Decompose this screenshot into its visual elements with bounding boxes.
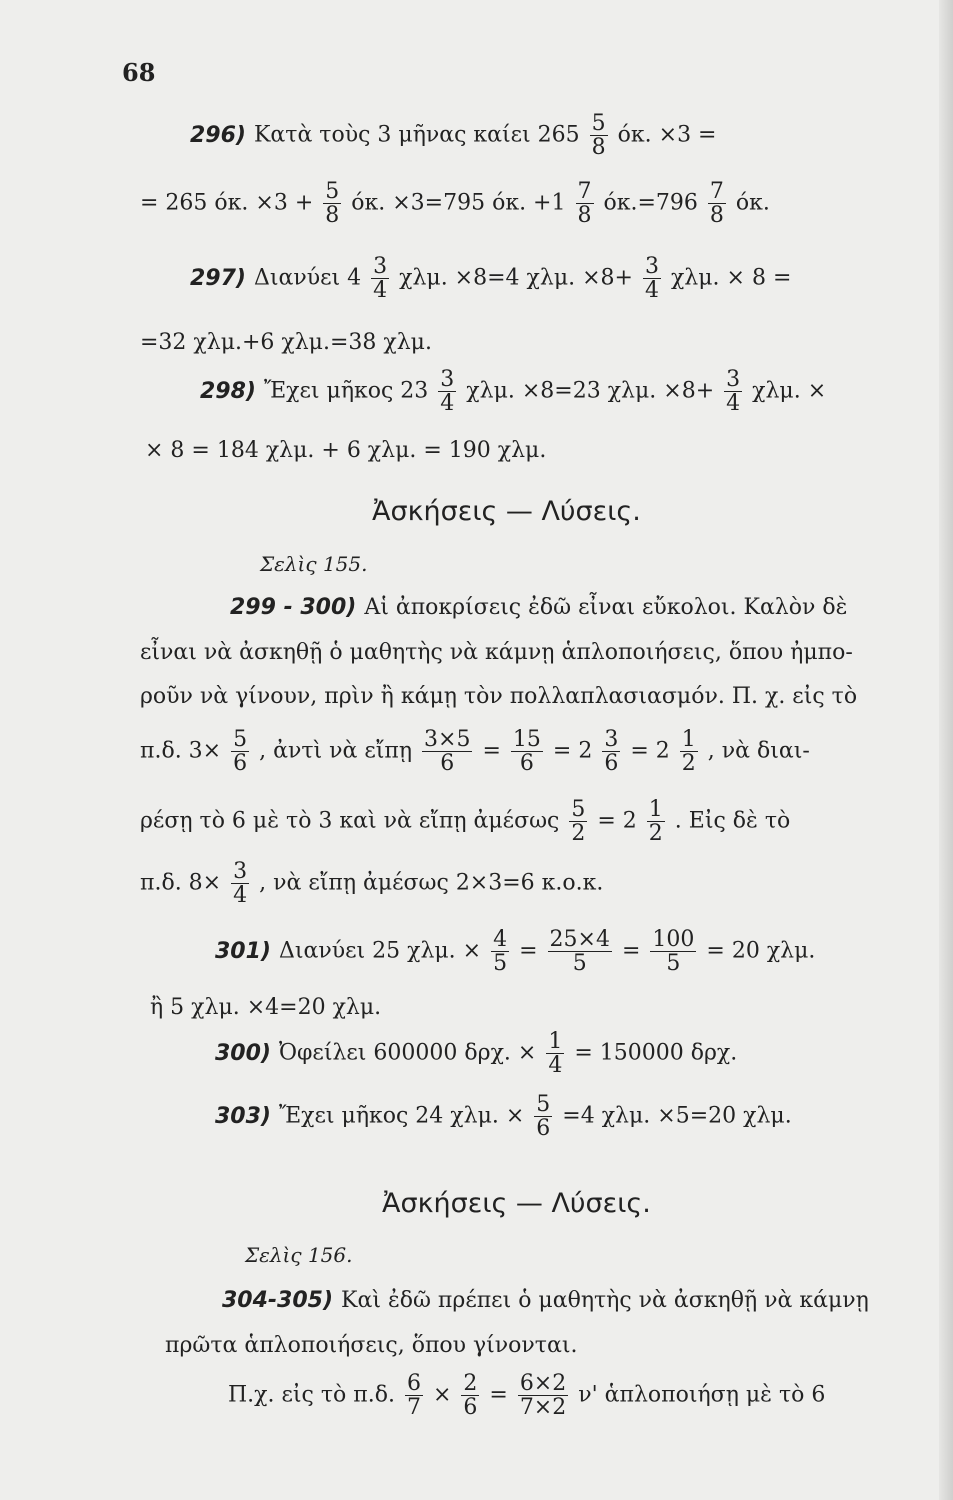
text: Ὀφείλει 600000 δρχ. × <box>278 1040 537 1066</box>
problem-number: 303) <box>215 1103 271 1129</box>
denominator: 2 <box>648 821 663 847</box>
text: Αἱ ἀποκρίσεις ἐδῶ εἶναι εὔκολοι. Καλὸν δὲ <box>364 595 848 620</box>
problem-299-line-1 <box>230 595 847 620</box>
problem-301-line-1 <box>215 928 815 975</box>
page-reference: Σελὶς 155. <box>260 552 368 576</box>
text: Ἔχει μῆκος 23 <box>263 378 429 404</box>
fraction <box>602 728 620 775</box>
problem-number: 300) <box>215 1040 271 1066</box>
page-edge-shadow <box>939 0 953 1500</box>
text: Καὶ ἐδῶ πρέπει ὁ μαθητὴς νὰ ἀσκηθῇ νὰ κάμνῃ <box>341 1288 869 1313</box>
text: . Εἰς δὲ τὸ <box>674 808 791 834</box>
problem-number: 301) <box>215 938 271 964</box>
text: = 265 όκ. ×3 + <box>140 190 314 216</box>
problem-298-line-2: × 8 = 184 χλμ. + 6 χλμ. = 190 χλμ. <box>145 438 547 463</box>
denominator: 2 <box>681 751 696 777</box>
problem-number: 297) <box>190 265 246 291</box>
numerator: 3×5 <box>424 727 471 752</box>
numerator: 7 <box>709 179 724 204</box>
text: = 2 <box>597 808 637 834</box>
problem-304-line-1 <box>222 1288 869 1313</box>
fraction <box>371 255 389 302</box>
numerator: 3 <box>644 254 659 279</box>
text: Διανύει 4 <box>253 265 362 291</box>
problem-number: 299 - 300) <box>230 595 357 620</box>
problem-296-line-2 <box>140 180 770 227</box>
numerator: 6×2 <box>519 1371 567 1396</box>
numerator: 5 <box>571 797 586 822</box>
problem-number: 304-305) <box>222 1288 334 1313</box>
denominator: 6 <box>233 751 248 777</box>
text: = 150000 δρχ. <box>574 1040 738 1066</box>
text: × <box>432 1382 452 1408</box>
fraction <box>438 368 456 415</box>
denominator: 8 <box>577 203 592 229</box>
fraction <box>650 928 696 975</box>
numerator: 1 <box>548 1029 563 1054</box>
text: όκ. <box>735 190 770 216</box>
denominator: 2 <box>571 821 586 847</box>
text: όκ. ×3 = <box>617 122 717 148</box>
text: = 2 <box>552 738 593 764</box>
text: χλμ. ×8=23 χλμ. ×8+ <box>466 378 715 404</box>
fraction <box>548 928 612 975</box>
numerator: 25×4 <box>549 927 610 952</box>
fraction <box>231 860 249 907</box>
numerator: 3 <box>726 367 741 392</box>
denominator: 4 <box>233 883 248 909</box>
problem-298-line-1 <box>200 368 826 415</box>
page-reference: Σελὶς 156. <box>245 1243 353 1267</box>
denominator: 4 <box>726 391 741 417</box>
numerator: 5 <box>233 727 248 752</box>
denominator: 4 <box>440 391 455 417</box>
fraction <box>422 728 472 775</box>
section-heading: Ἀσκήσεις — Λύσεις. <box>372 496 641 527</box>
numerator: 100 <box>652 927 695 952</box>
text: Κατὰ τοὺς 3 μῆνας καίει 265 <box>253 122 580 148</box>
fraction <box>647 798 665 845</box>
numerator: 7 <box>577 179 592 204</box>
text: χλμ. × 8 = <box>670 265 792 291</box>
fraction <box>231 728 249 775</box>
problem-299-line-2: εἶναι νὰ ἀσκηθῇ ὁ μαθητὴς νὰ κάμνῃ ἁπλοποιήσεις, ὅπου ἠμπο- <box>140 640 853 665</box>
denominator: 6 <box>511 751 543 775</box>
denominator: 5 <box>548 951 612 975</box>
fraction <box>461 1372 479 1419</box>
numerator: 3 <box>233 859 248 884</box>
numerator: 5 <box>325 179 340 204</box>
numerator: 3 <box>373 254 388 279</box>
text: = <box>482 738 501 764</box>
text: ρέσῃ τὸ 6 μὲ τὸ 3 καὶ νὰ εἴπῃ ἀμέσως <box>140 808 560 834</box>
text: = <box>621 938 641 964</box>
denominator: 5 <box>493 951 508 977</box>
numerator: 15 <box>512 727 541 752</box>
text: , ἀντὶ νὰ εἴπῃ <box>259 738 413 764</box>
problem-297-line-1 <box>190 255 791 302</box>
text: , νὰ διαι- <box>707 738 810 764</box>
numerator: 1 <box>648 797 663 822</box>
denominator: 7×2 <box>519 1395 567 1421</box>
text: χλμ. ×8=4 χλμ. ×8+ <box>399 265 633 291</box>
fraction <box>323 180 341 227</box>
fraction <box>511 728 543 775</box>
section-heading: Ἀσκήσεις — Λύσεις. <box>382 1188 651 1219</box>
numerator: 2 <box>463 1371 478 1396</box>
numerator: 1 <box>681 727 696 752</box>
denominator: 7 <box>406 1395 421 1421</box>
text: = 2 <box>630 738 670 764</box>
denominator: 8 <box>709 203 724 229</box>
problem-299-line-3: ροῦν νὰ γίνουν, πρὶν ἢ κάμῃ τὸν πολλαπλασιασμόν. Π. χ. εἰς τὸ <box>140 684 858 709</box>
problem-300-line-1 <box>215 1030 737 1077</box>
text: , νὰ εἴπῃ ἀμέσως 2×3=6 κ.ο.κ. <box>259 870 604 896</box>
fraction <box>546 1030 564 1077</box>
problem-299-line-4 <box>140 728 810 775</box>
fraction <box>724 368 742 415</box>
fraction <box>576 180 594 227</box>
denominator: 6 <box>536 1116 551 1142</box>
text: Διανύει 25 χλμ. × <box>278 938 482 964</box>
fraction <box>518 1372 568 1419</box>
problem-303-line-1 <box>215 1093 792 1140</box>
problem-297-line-2: =32 χλμ.+6 χλμ.=38 χλμ. <box>140 330 432 355</box>
fraction <box>708 180 726 227</box>
denominator: 6 <box>463 1395 478 1421</box>
text: χλμ. × <box>752 378 827 404</box>
problem-299-line-6 <box>140 860 603 907</box>
text: Π.χ. εἰς τὸ π.δ. <box>228 1382 395 1408</box>
denominator: 5 <box>650 951 696 975</box>
fraction <box>405 1372 423 1419</box>
numerator: 4 <box>493 927 508 952</box>
numerator: 3 <box>440 367 455 392</box>
text: Ἔχει μῆκος 24 χλμ. × <box>278 1103 525 1129</box>
fraction <box>590 112 608 159</box>
problem-299-line-5 <box>140 798 790 845</box>
fraction <box>569 798 587 845</box>
problem-304-line-3 <box>228 1372 825 1419</box>
text: π.δ. 3× <box>140 738 222 764</box>
page-number: 68 <box>122 58 156 87</box>
numerator: 3 <box>604 727 619 752</box>
denominator: 8 <box>591 135 606 161</box>
problem-301-line-2: ἢ 5 χλμ. ×4=20 χλμ. <box>150 995 382 1020</box>
fraction <box>491 928 509 975</box>
text: = <box>489 1382 508 1408</box>
text: = <box>519 938 538 964</box>
text: ν' ἁπλοποιήσῃ μὲ τὸ 6 <box>578 1382 826 1408</box>
problem-number: 298) <box>200 378 256 404</box>
fraction <box>680 728 698 775</box>
denominator: 4 <box>373 278 388 304</box>
numerator: 5 <box>536 1092 551 1117</box>
denominator: 4 <box>548 1053 563 1079</box>
fraction <box>534 1093 552 1140</box>
problem-number: 296) <box>190 122 246 148</box>
denominator: 4 <box>644 278 659 304</box>
text: π.δ. 8× <box>140 870 222 896</box>
text: όκ.=796 <box>603 190 698 216</box>
numerator: 6 <box>406 1371 421 1396</box>
denominator: 6 <box>422 751 472 775</box>
text: =4 χλμ. ×5=20 χλμ. <box>562 1103 792 1129</box>
denominator: 8 <box>325 203 340 229</box>
fraction <box>643 255 661 302</box>
text: = 20 χλμ. <box>706 938 816 964</box>
denominator: 6 <box>604 751 619 777</box>
numerator: 5 <box>591 111 606 136</box>
text: όκ. ×3=795 όκ. +1 <box>351 190 566 216</box>
problem-304-line-2: πρῶτα ἁπλοποιήσεις, ὅπου γίνονται. <box>165 1333 578 1358</box>
problem-296-line-1 <box>190 112 717 159</box>
